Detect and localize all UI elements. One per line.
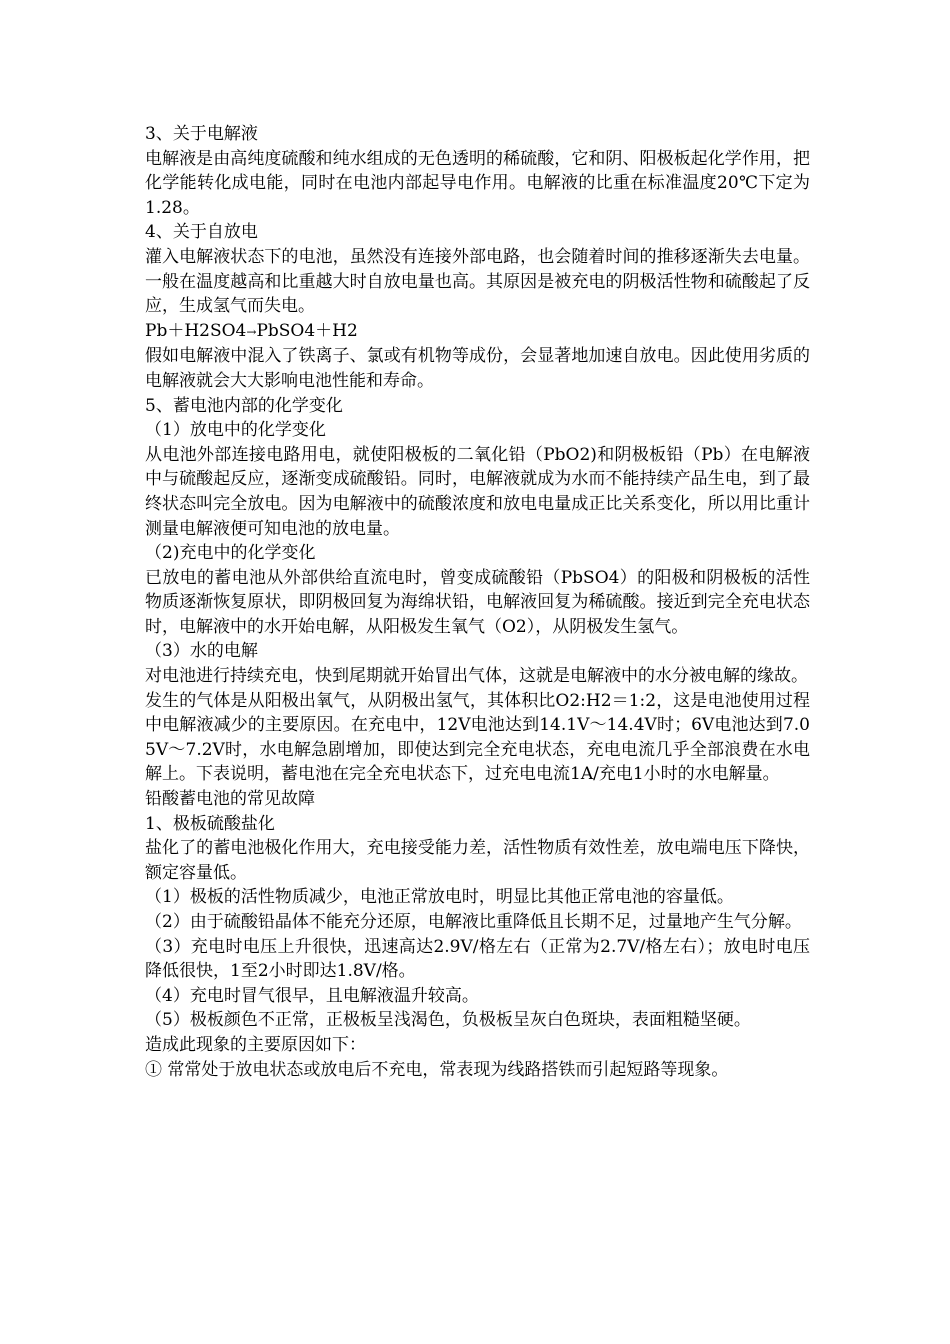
- paragraph-water-electrolysis-1: 对电池进行持续充电，快到尾期就开始冒出气体，这就是电解液中的水分被电解的缘故。: [145, 666, 808, 687]
- section-heading-common-faults: 铅酸蓄电池的常见故障: [145, 789, 315, 810]
- list-item-1: （1）极板的活性物质减少，电池正常放电时，明显比其他正常电池的容量低。: [145, 887, 734, 908]
- section-heading-chemical-changes: 5、蓄电池内部的化学变化: [145, 395, 343, 416]
- section-heading-self-discharge: 4、关于自放电: [145, 222, 258, 243]
- formula-products: PbSO4＋H2: [256, 320, 358, 341]
- section-heading-electrolyte: 3、关于电解液: [145, 124, 258, 144]
- cause-item-1: ① 常常处于放电状态或放电后不充电，常表现为线路搭铁而引起短路等现象。: [145, 1059, 729, 1080]
- subheading-charge: （2)充电中的化学变化: [145, 543, 316, 564]
- paragraph-charge: 已放电的蓄电池从外部供给直流电时，曾变成硫酸铅（PbSO4）的阳极和阴极板的活性物质逐渐恢复原状，即阴极回复为海绵状铅，电解液回复为稀硫酸。接近到完全充电状态时，电解液中的水开始电解，从阳极发生氧气（O2），从阴极发生氢气。: [145, 567, 810, 637]
- subheading-discharge: （1）放电中的化学变化: [145, 420, 326, 441]
- list-item-4: （4）充电时冒气很早，且电解液温升较高。: [145, 985, 479, 1006]
- formula-reactants: Pb＋H2SO4: [145, 320, 247, 341]
- paragraph-self-discharge: 灌入电解液状态下的电池，虽然没有连接外部电路，也会随着时间的推移逐渐失去电量。一般在温度越高和比重越大时自放电量也高。其原因是被充电的阴极活性物和硫酸起了反应，生成氢气而失电。: [145, 246, 810, 317]
- paragraph-sulfation: 盐化了的蓄电池极化作用大，充电接受能力差，活性物质有效性差，放电端电压下降快，额定容量低。: [145, 838, 810, 883]
- list-item-3: （3）充电时电压上升很快，迅速高达2.9V/格左右（正常为2.7V/格左右）；放电时电压降低很快，1至2小时即达1.8V/格。: [145, 936, 810, 982]
- chemical-formula: [145, 319, 810, 345]
- paragraph-electrolyte: 电解液是由高纯度硫酸和纯水组成的无色透明的稀硫酸，它和阴、阳极板起化学作用，把化学能转化成电能，同时在电池内部起导电作用。电解液的比重在标准温度20℃下定为1.28。: [145, 148, 810, 218]
- subheading-water-electrolysis: （3）水的电解: [145, 641, 258, 662]
- list-item-2: （2）由于硫酸铅晶体不能充分还原，电解液比重降低且长期不足，过量地产生气分解。: [145, 912, 802, 932]
- list-item-5: （5）极板颜色不正常，正极板呈浅渴色，负极板呈灰白色斑块，表面粗糙坚硬。: [145, 1010, 751, 1031]
- paragraph-impurities: 假如电解液中混入了铁离子、氯或有机物等成份，会显著地加速自放电。因此使用劣质的电解液就会大大影响电池性能和寿命。: [145, 346, 810, 391]
- document-page: [145, 122, 810, 1082]
- section-heading-sulfation: 1、极板硫酸盐化: [145, 813, 275, 834]
- paragraph-water-electrolysis-2: 发生的气体是从阳极出氧气，从阴极出氢气，其体积比O2:H2＝1:2，这是电池使用过程中电解液减少的主要原因。在充电中，12V电池达到14.1V～14.4V时；6V电池达到7.05V～7.2V时，水电解急剧增加，即使达到完全充电状态，充电电流几乎全部浪费在水电解上。下表说明，蓄电池在完全充电状态下，过充电电流1A/充电1小时的水电解量。: [145, 690, 810, 785]
- formula-arrow: →: [246, 324, 257, 339]
- paragraph-causes-intro: 造成此现象的主要原因如下：: [145, 1034, 366, 1055]
- paragraph-discharge: 从电池外部连接电路用电，就使阳极板的二氧化铅（PbO2)和阴极板铅（Pb）在电解液中与硫酸起反应，逐渐变成硫酸铅。同时，电解液就成为水而不能持续产品生电，到了最终状态叫完全放电。因为电解液中的硫酸浓度和放电电量成正比关系变化，所以用比重计测量电解液便可知电池的放电量。: [145, 444, 810, 539]
